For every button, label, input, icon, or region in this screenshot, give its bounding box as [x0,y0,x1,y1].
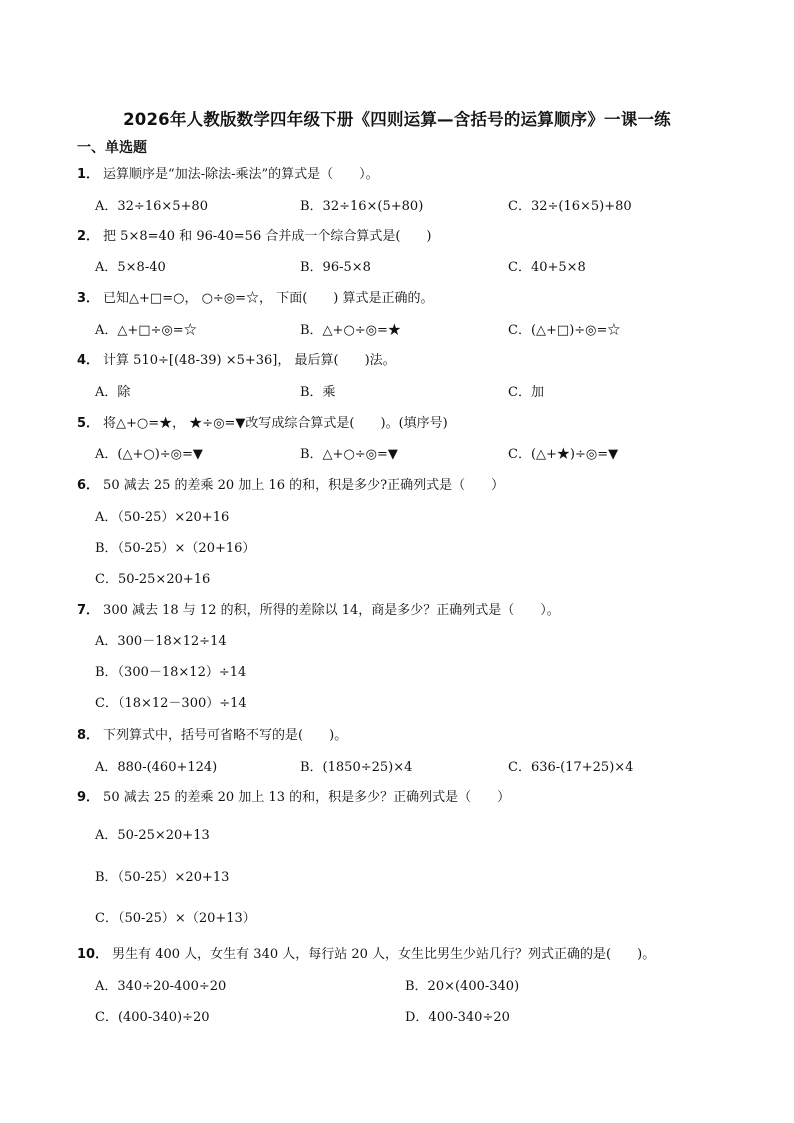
question-stem [77,727,347,745]
option-c[interactable]: C．(400-340)÷20 [95,1010,210,1025]
question-text: 已知△+□=○， ○÷◎=☆， 下面( ) 算式是正确的。 [103,291,434,306]
option-b[interactable]: B．(1850÷25)×4 [300,760,413,775]
option-c[interactable]: C．(△+□)÷◎=☆ [508,323,621,338]
option-a[interactable]: A．5×8-40 [95,260,166,275]
option-c[interactable]: C．40+5×8 [508,260,586,275]
option-a[interactable]: A．△+□÷◎=☆ [95,323,197,338]
option-a[interactable]: A．880-(460+124) [95,760,218,775]
question-number: 10． [77,947,109,962]
option-c[interactable]: C．(△+★)÷◎=▼ [508,447,619,462]
option-c[interactable]: C．32÷(16×5)+80 [508,199,632,214]
option-b[interactable]: B．96-5×8 [300,260,371,275]
question-number: 9． [77,790,100,805]
question-stem [77,166,379,184]
question-text: 50 减去 25 的差乘 20 加上 13 的和，积是多少？正确列式是（ ） [103,790,511,805]
question-text: 下列算式中，括号可省略不写的是( )。 [103,728,348,743]
question-stem [77,946,655,964]
option-a[interactable]: A．除 [95,385,131,400]
option-a[interactable]: A．340÷20-400÷20 [95,979,227,994]
option-d[interactable]: D．400-340÷20 [405,1010,510,1025]
question-number: 8． [77,728,100,743]
question-stem [77,415,448,433]
question-number: 1． [77,167,100,182]
page-title: 2026年人教版数学四年级下册《四则运算—含括号的运算顺序》一课一练 [123,110,671,129]
question-stem [77,352,396,370]
option-c[interactable]: C．50-25×20+16 [95,572,211,587]
question-text: 男生有 400 人，女生有 340 人，每行站 20 人，女生比男生少站几行？列式正确的是( )。 [112,947,656,962]
question-number: 7． [77,603,100,618]
question-stem [77,290,433,308]
option-c[interactable]: C．加 [508,385,544,400]
option-b[interactable]: B．32÷16×(5+80) [300,199,424,214]
question-stem [77,789,510,807]
option-b[interactable]: B．（300－18×12）÷14 [95,665,247,680]
question-text: 运算顺序是“加法-除法-乘法”的算式是（ ）。 [103,167,379,182]
question-text: 50 减去 25 的差乘 20 加上 16 的和，积是多少?正确列式是（ ） [103,478,505,493]
option-b[interactable]: B．（50-25）×20+13 [95,870,230,885]
option-c[interactable]: C．636-(17+25)×4 [508,760,634,775]
section-heading: 一、单选题 [77,140,147,156]
question-text: 把 5×8=40 和 96-40=56 合并成一个综合算式是( ) [103,229,432,244]
option-a[interactable]: A．32÷16×5+80 [95,199,208,214]
option-c[interactable]: C．（18×12－300）÷14 [95,696,247,711]
question-stem [77,602,560,620]
option-b[interactable]: B．△+○÷◎=★ [300,323,401,338]
option-a[interactable]: A．（50-25）×20+16 [95,510,230,525]
question-number: 4． [77,353,100,368]
option-a[interactable]: A．300－18×12÷14 [95,634,227,649]
option-a[interactable]: A．(△+○)÷◎=▼ [95,447,203,462]
question-number: 6． [77,478,100,493]
option-b[interactable]: B．（50-25）×（20+16） [95,541,256,556]
question-number: 2． [77,229,100,244]
option-c[interactable]: C．（50-25）×（20+13） [95,911,256,926]
option-b[interactable]: B．乘 [300,385,336,400]
question-stem [77,228,432,246]
question-text: 将△+○=★， ★÷◎=▼改写成综合算式是( )。(填序号) [103,416,448,431]
option-b[interactable]: B．△+○÷◎=▼ [300,447,398,462]
question-text: 计算 510÷[(48-39) ×5+36]， 最后算( )法。 [103,353,396,368]
question-number: 5． [77,416,100,431]
question-text: 300 减去 18 与 12 的积，所得的差除以 14，商是多少？正确列式是（ ）。 [103,603,560,618]
question-stem [77,477,504,495]
question-number: 3． [77,291,100,306]
option-b[interactable]: B．20×(400-340) [405,979,520,994]
option-a[interactable]: A．50-25×20+13 [95,828,210,843]
